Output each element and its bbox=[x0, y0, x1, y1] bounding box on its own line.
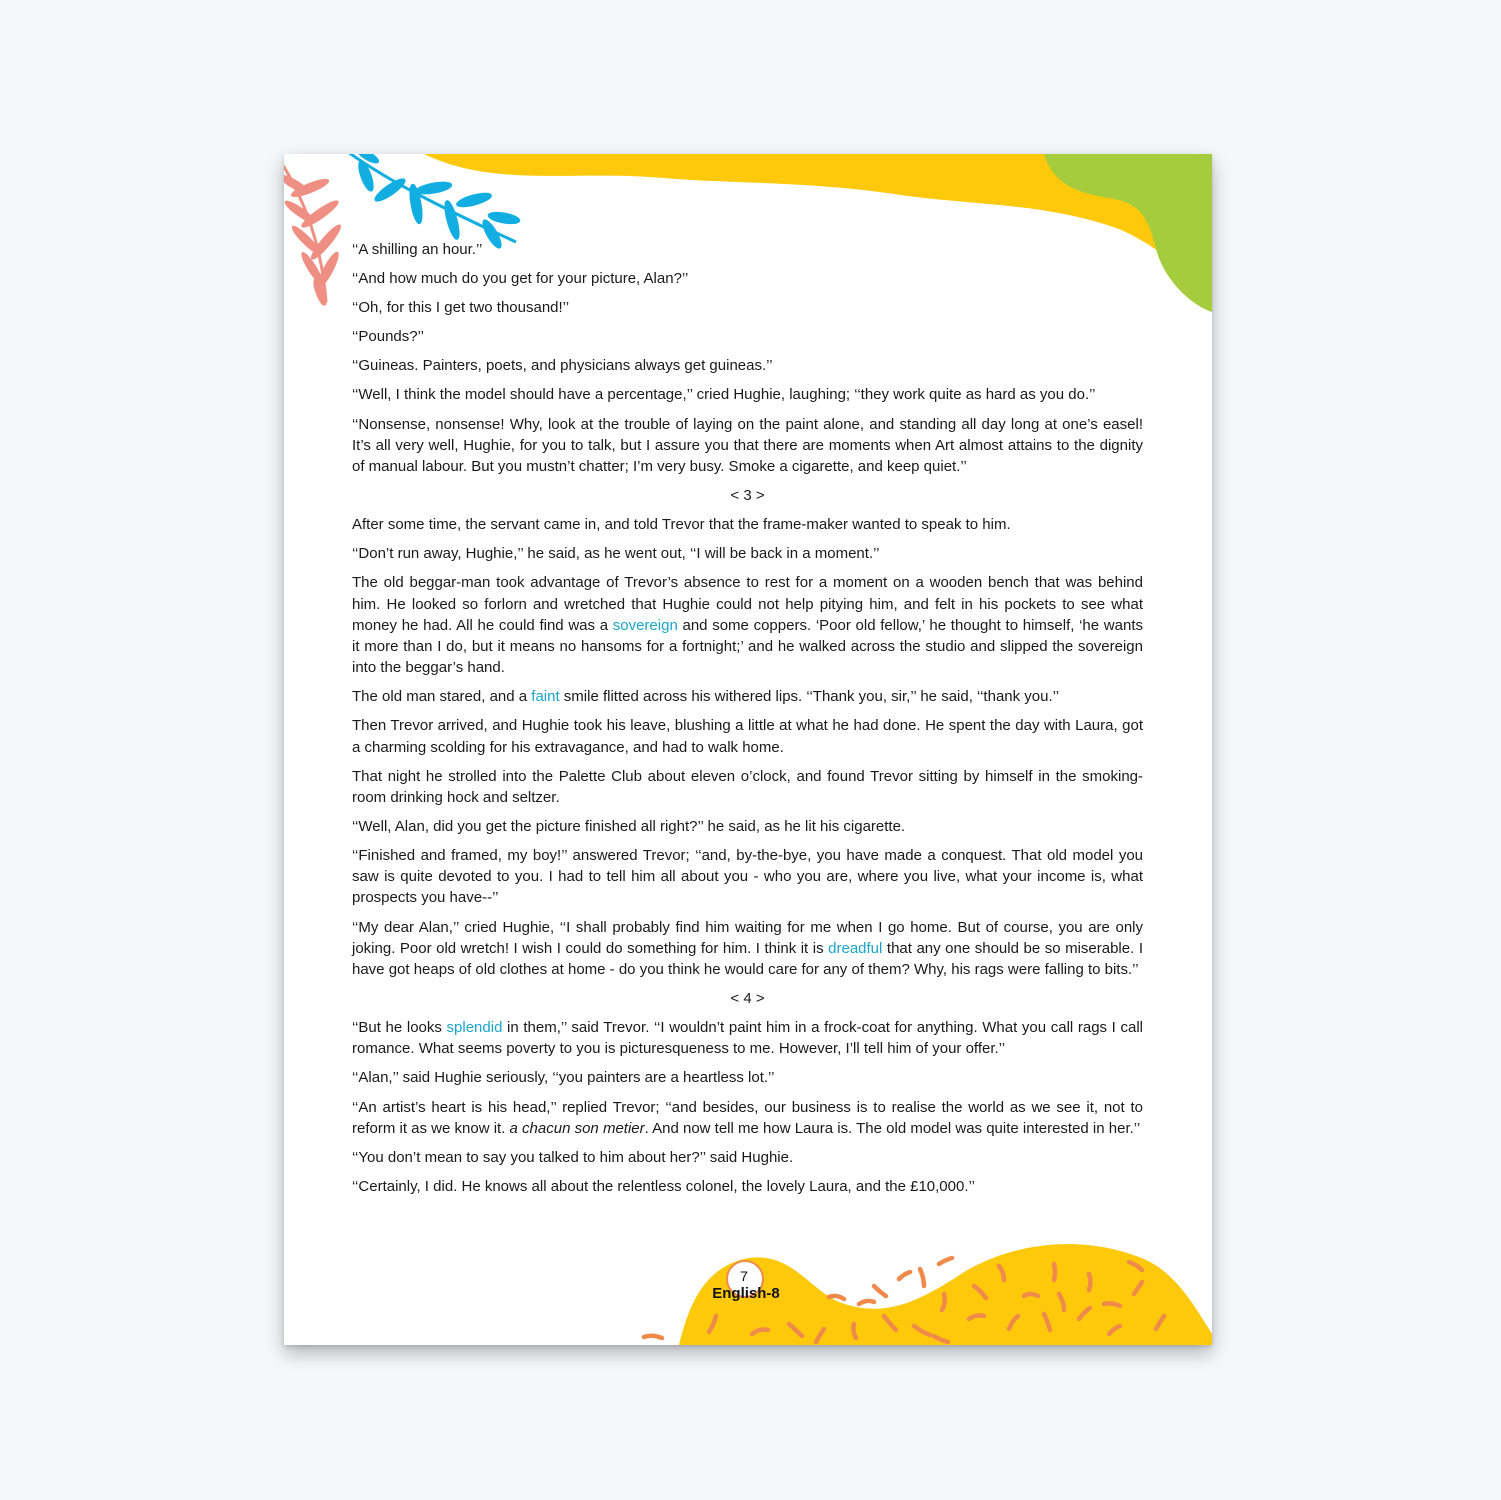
text-run: Then Trevor arrived, and Hughie took his leave, blushing a little at what he had done. He spent the day with Laura, got a charming scolding for his extravagance, and had to walk home. bbox=[352, 717, 1143, 756]
text-run: < 3 > bbox=[730, 487, 765, 505]
text-run: ‘‘Pounds?’’ bbox=[352, 328, 425, 346]
text-run: ‘‘Well, Alan, did you get the picture finished all right?’’ he said, as he lit his cigarette. bbox=[352, 817, 906, 835]
text-run: ‘‘And how much do you get for your picture, Alan?’’ bbox=[352, 270, 689, 288]
highlighted-word: sovereign bbox=[612, 616, 678, 634]
paragraph bbox=[352, 384, 1143, 405]
text-run: . And now tell me how Laura is. The old model was quite interested in her.’’ bbox=[644, 1119, 1141, 1137]
paragraph bbox=[352, 816, 1143, 837]
paragraph bbox=[352, 268, 1143, 289]
section-marker bbox=[352, 988, 1143, 1009]
paragraph bbox=[352, 543, 1143, 564]
paragraph bbox=[352, 845, 1143, 909]
text-run: ‘‘An artist’s heart is his head,’’ replied Trevor; ‘‘and besides, our business is to realise the world as we see it, not to reform it as we know it. bbox=[352, 1098, 1143, 1137]
paragraph bbox=[352, 326, 1143, 347]
text-run: The old man stared, and a bbox=[352, 688, 532, 706]
paragraph bbox=[352, 239, 1143, 260]
story-text bbox=[352, 239, 1143, 1205]
text-run: ‘‘Guineas. Painters, poets, and physicians always get guineas.’’ bbox=[352, 357, 773, 375]
text-run: After some time, the servant came in, and told Trevor that the frame-maker wanted to speak to him. bbox=[352, 516, 1011, 534]
paragraph bbox=[352, 414, 1143, 478]
paragraph bbox=[352, 355, 1143, 376]
paragraph bbox=[352, 1176, 1143, 1197]
paragraph bbox=[352, 715, 1143, 757]
text-run: that any one should be so miserable. I have got heaps of old clothes at home - do you think he would care for any of them? Why, his rags were falling to bits.’’ bbox=[352, 939, 1143, 978]
text-run: That night he strolled into the Palette Club about eleven o’clock, and found Trevor sitting by himself in the smoking-room drinking hock and seltzer. bbox=[352, 767, 1143, 806]
text-run: and some coppers. ‘Poor old fellow,’ he thought to himself, ‘he wants it more than I do, but it means no hansoms for a fortnight;’ and he walked across the studio and slipped the sovereign into the beggar’s hand. bbox=[352, 616, 1143, 677]
text-run: ‘‘But he looks bbox=[352, 1019, 447, 1037]
paragraph bbox=[352, 1067, 1143, 1088]
page-number: 7 bbox=[740, 1268, 748, 1284]
text-run: smile flitted across his withered lips. ‘‘Thank you, sir,’’ he said, ‘‘thank you.’’ bbox=[559, 688, 1060, 706]
text-run: ‘‘Well, I think the model should have a percentage,’’ cried Hughie, laughing; ‘‘they work quite as hard as you do.’’ bbox=[352, 386, 1096, 404]
text-run: ‘‘Alan,’’ said Hughie seriously, ‘‘you painters are a heartless lot.’’ bbox=[352, 1069, 775, 1087]
text-run: ‘‘Finished and framed, my boy!’’ answered Trevor; ‘‘and, by-the-bye, you have made a conquest. That old model you saw is quite devoted to you. I had to tell him all about you - who you are, where you live, what your income is, what prospects you have--’’ bbox=[352, 847, 1143, 907]
highlighted-word: faint bbox=[531, 688, 560, 706]
paragraph bbox=[352, 1017, 1143, 1059]
text-run: ‘‘My dear Alan,’’ cried Hughie, ‘‘I shall probably find him waiting for me when I go home. But of course, you are only joking. Poor old wretch! I wish I could do something for him. I think it is bbox=[352, 918, 1143, 957]
pink-fern-icon bbox=[284, 159, 344, 307]
text-run: in them,’’ said Trevor. ‘‘I wouldn’t paint him in a frock-coat for anything. What you call rags I call romance. What seems poverty to you is picturesqueness to me. However, I’ll tell him of your offer.’’ bbox=[352, 1019, 1143, 1058]
highlighted-word: splendid bbox=[446, 1019, 503, 1037]
section-marker bbox=[352, 485, 1143, 506]
highlighted-word: dreadful bbox=[828, 939, 883, 957]
text-run: ‘‘Oh, for this I get two thousand!’’ bbox=[352, 299, 570, 317]
book-title: English-8 bbox=[712, 1285, 780, 1302]
paragraph bbox=[352, 297, 1143, 318]
text-run: ‘‘A shilling an hour.’’ bbox=[352, 241, 483, 258]
text-run: ‘‘You don’t mean to say you talked to him about her?’’ said Hughie. bbox=[352, 1148, 794, 1166]
text-run: The old beggar-man took advantage of Trevor’s absence to rest for a moment on a wooden bench that was behind him. He looked so forlorn and wretched that Hughie could not help pitying him, and felt in his pockets to see what money he had. All he could find was a bbox=[352, 574, 1143, 634]
book-page bbox=[284, 154, 1212, 1345]
paragraph bbox=[352, 917, 1143, 981]
paragraph bbox=[352, 686, 1143, 707]
text-run: ‘‘Certainly, I did. He knows all about the relentless colonel, the lovely Laura, and the £10,000.’’ bbox=[352, 1177, 975, 1195]
text-run: ‘‘Don’t run away, Hughie,’’ he said, as he went out, ‘‘I will be back in a moment.’’ bbox=[352, 545, 880, 563]
text-run: ‘‘Nonsense, nonsense! Why, look at the trouble of laying on the paint alone, and standing all day long at one’s easel! It’s all very well, Hughie, for you to talk, but I assure you that there are moments when Art almost attains to the dignity of manual labour. But you mustn’t chatter; I’m very busy. Smoke a cigarette, and keep quiet.’’ bbox=[352, 415, 1143, 475]
text-run: < 4 > bbox=[730, 990, 765, 1008]
paragraph bbox=[352, 572, 1143, 678]
italic-phrase: a chacun son metier bbox=[509, 1119, 645, 1137]
paragraph bbox=[352, 766, 1143, 808]
paragraph bbox=[352, 1097, 1143, 1139]
paragraph bbox=[352, 514, 1143, 535]
paragraph bbox=[352, 1147, 1143, 1168]
